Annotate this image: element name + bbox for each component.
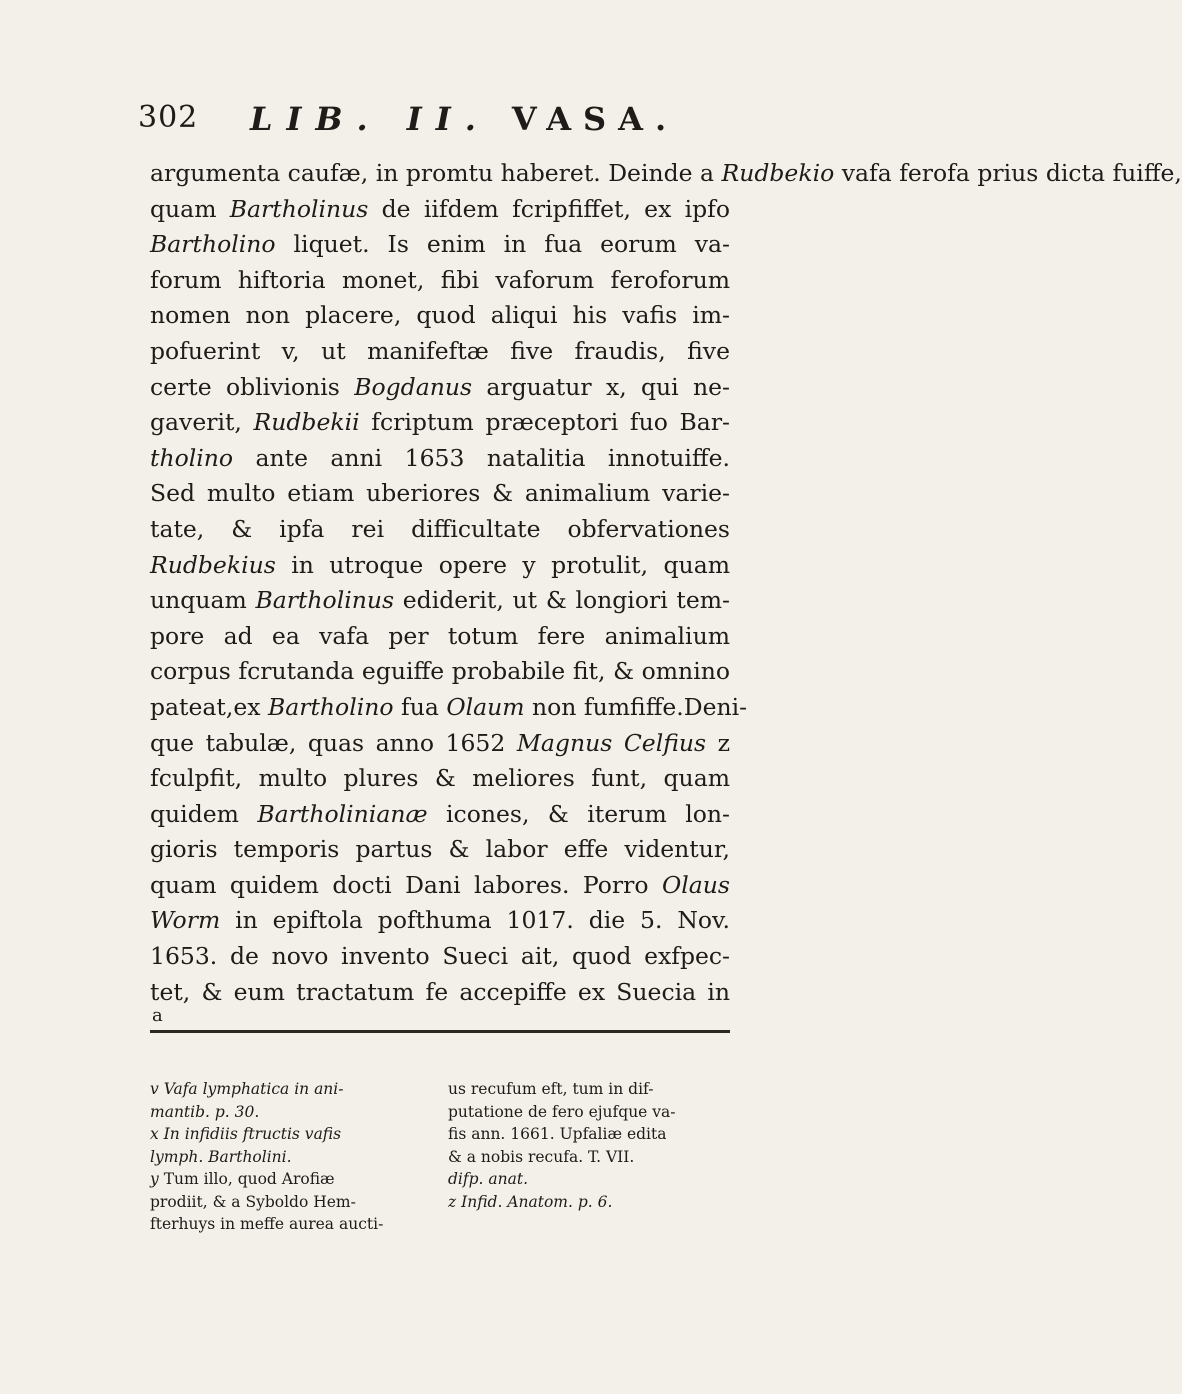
text-span: de iifdem fcripfiffet, ex ipfo (368, 194, 731, 223)
text-line: 1653. de novo invento Sueci ait, quod exfpec- (150, 942, 730, 971)
italic-name: Bartholinus (229, 194, 369, 223)
text-line (150, 583, 730, 619)
text-line (150, 405, 730, 441)
text-line (150, 227, 730, 263)
text-span: z (706, 728, 730, 757)
italic-name: Bartholino (267, 692, 394, 721)
footnote-text: fterhuys in meffe aurea aucti- (150, 1215, 384, 1233)
text-line: tate, & ipfa rei difficultate obfervationes (150, 514, 730, 543)
text-span: in epiftola pofthuma 1017. die 5. Nov. (220, 906, 730, 935)
text-line: Sed multo etiam uberiores & animalium varie- (150, 479, 730, 508)
text-span: quidem (150, 799, 258, 828)
text-line: corpus fcrutanda eguiffe probabile fit, & omnino (150, 657, 730, 686)
text-span: argumenta caufæ, in promtu haberet. Deinde a (150, 159, 722, 187)
footnote-line (150, 1078, 432, 1101)
footnote-line: & a nobis recufa. T. VII. (448, 1147, 635, 1166)
text-span: ante anni 1653 natalitia innotuiffe. (233, 443, 730, 472)
footnote-line (150, 1123, 432, 1146)
italic-name: Rudbekii (253, 408, 360, 437)
text-line (150, 868, 730, 904)
text-line (150, 690, 748, 726)
footnote-text: z Infid. Anatom. p. 6. (448, 1192, 613, 1211)
text-line: pofuerint v, ut manifeftæ five fraudis, five (150, 336, 730, 365)
text-line: pore ad ea vafa per totum fere animalium (150, 621, 730, 650)
italic-name: Bogdanus (354, 372, 473, 401)
running-title-lib: LIB. II. (250, 100, 490, 138)
footnote-marker: y (150, 1170, 164, 1188)
text-line: fculpfit, multo plures & meliores funt, quam (150, 764, 730, 793)
text-span: non fumfiffe.Deni- (524, 692, 748, 721)
footnote-text: Vafa lymphatica in ani- (163, 1080, 344, 1098)
text-line: tet, & eum tractatum fe accepiffe ex Suecia in (150, 977, 730, 1006)
text-span: pateat,ex (150, 692, 268, 721)
text-span: quam (150, 194, 230, 223)
footnote-text: In infidiis ftructis vafis (163, 1125, 342, 1143)
footnote-line: us recufum eft, tum in dif- (448, 1080, 654, 1098)
italic-name: Worm (150, 906, 221, 935)
text-span: fcriptum præceptori fuo Bar- (359, 408, 730, 437)
page-number: 302 (138, 100, 199, 135)
catchword: a (152, 1005, 163, 1026)
footnote-line (448, 1168, 730, 1191)
footnote-text: prodiit, & a Syboldo Hem- (150, 1192, 356, 1211)
text-line: gioris temporis partus & labor effe videntur, (150, 835, 730, 864)
text-span: liquet. Is enim in fua eorum va- (275, 230, 730, 259)
text-line (150, 548, 730, 584)
text-line (150, 192, 730, 228)
text-line (150, 370, 730, 406)
italic-name: Magnus Celfius (516, 728, 707, 757)
italic-name: Rudbekio (721, 159, 835, 187)
footnote-line (150, 1101, 432, 1124)
footnote-line (448, 1191, 730, 1214)
italic-name: Olaus (662, 870, 730, 899)
running-title (250, 100, 678, 138)
footnote-line (150, 1213, 432, 1236)
text-span: unquam (150, 586, 256, 615)
text-span: quam quidem docti Dani labores. Porro (150, 870, 662, 899)
footnote-line: fis ann. 1661. Upfaliæ edita (448, 1125, 667, 1143)
page-header (138, 100, 698, 144)
italic-name: Bartholinus (255, 586, 395, 615)
footnote-marker: v (150, 1080, 164, 1098)
footnote-line: putatione de fero ejufque va- (448, 1102, 676, 1121)
main-text (150, 156, 1182, 1010)
text-span: ediderit, ut & longiori tem- (394, 586, 730, 615)
footnote-line (150, 1191, 432, 1214)
footnote-rule (150, 1030, 730, 1033)
text-span: in utroque opere y protulit, quam (275, 550, 730, 579)
text-span: certe oblivionis (150, 372, 355, 401)
running-title-vasa: VASA. (511, 100, 679, 138)
italic-name: Olaum (446, 692, 525, 721)
footnote-text: lymph. Bartholini. (150, 1147, 292, 1166)
text-line (150, 156, 1182, 192)
footnote-marker: x (150, 1125, 164, 1143)
text-span: arguatur x, qui ne- (472, 372, 730, 401)
footnotes-right-column (448, 1078, 730, 1213)
text-span: fua (393, 692, 447, 721)
text-line: forum hiftoria monet, fibi vaforum feroforum (150, 265, 730, 294)
text-span: gaverit, (150, 408, 254, 437)
footnote-text: difp. anat. (448, 1170, 529, 1188)
text-line (150, 903, 730, 939)
text-line: nomen non placere, quod aliqui his vafis im- (150, 301, 730, 330)
text-span: icones, & iterum lon- (427, 799, 730, 828)
text-line (150, 726, 730, 762)
text-span: que tabulæ, quas anno 1652 (150, 728, 517, 757)
italic-name: tholino (150, 443, 234, 472)
text-line (150, 441, 730, 477)
footnotes-left-column (150, 1078, 432, 1236)
text-line (150, 797, 730, 833)
footnote-text: mantib. p. 30. (150, 1102, 260, 1121)
italic-name: Rudbekius (150, 550, 276, 579)
footnote-text: Tum illo, quod Arofiæ (163, 1170, 335, 1188)
footnote-line (150, 1146, 432, 1169)
italic-name: Bartholino (150, 230, 276, 259)
text-span: vafa ferofa prius dicta fuiffe, (841, 159, 1182, 187)
italic-name: Bartholinianæ (257, 799, 428, 828)
footnote-line (150, 1168, 432, 1191)
